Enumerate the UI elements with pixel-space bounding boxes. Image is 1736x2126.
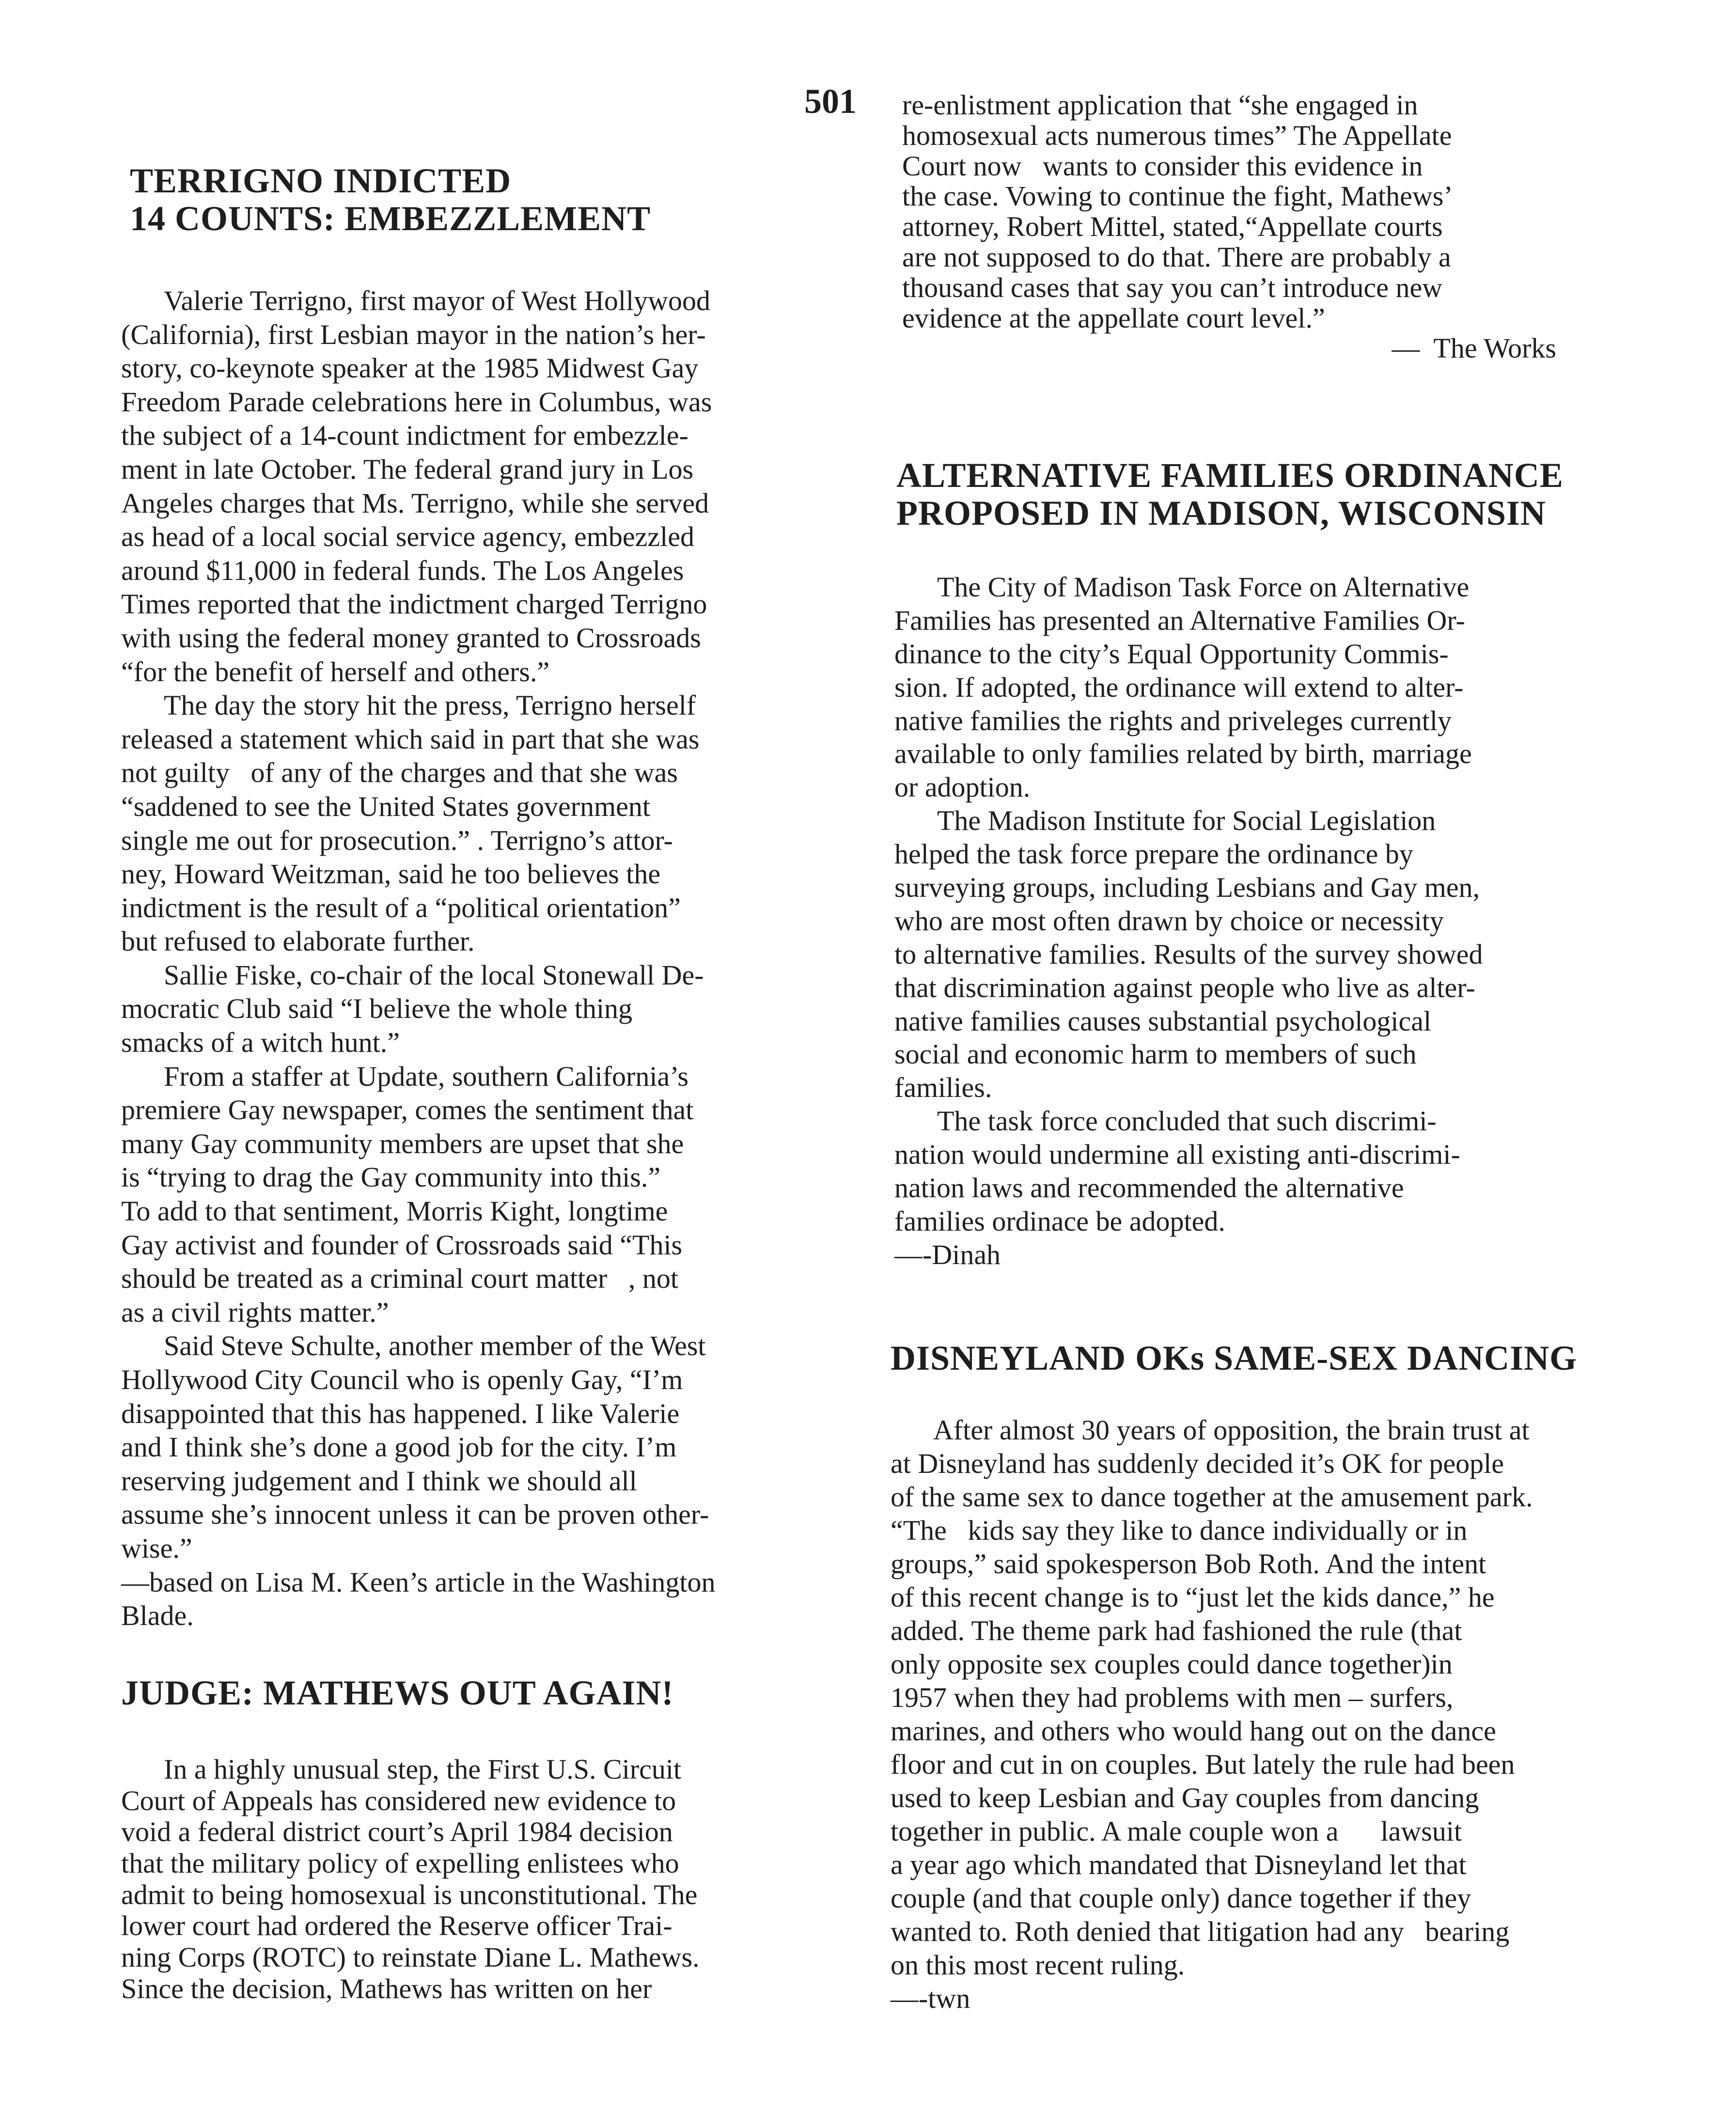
text-line: homosexual acts numerous times” The Appellate xyxy=(902,119,1452,151)
text-line: surveying groups, including Lesbians and Gay men, xyxy=(894,872,1480,904)
text-line: re-enlistment application that “she engaged in xyxy=(902,89,1418,121)
text-line: (California), first Lesbian mayor in the nation’s her- xyxy=(121,318,706,350)
text-line: nation laws and recommended the alternative xyxy=(894,1172,1404,1204)
text-line: Court now wants to consider this evidence in xyxy=(902,150,1423,182)
text-line: ment in late October. The federal grand jury in Los xyxy=(121,453,694,485)
headline-line: JUDGE: MATHEWS OUT AGAIN! xyxy=(121,1673,674,1712)
headline-alternative-families xyxy=(896,456,1564,532)
text-line: evidence at the appellate court level.” xyxy=(902,302,1325,334)
text-line: to alternative families. Results of the survey showed xyxy=(894,938,1483,970)
text-line: assume she’s innocent unless it can be proven other- xyxy=(121,1499,709,1531)
text-line: but refused to elaborate further. xyxy=(121,925,475,957)
text-line: that the military policy of expelling enlistees who xyxy=(121,1847,679,1879)
text-line: wise.” xyxy=(121,1532,192,1564)
text-line: reserving judgement and I think we should all xyxy=(121,1465,637,1497)
paragraph xyxy=(121,958,716,1060)
text-line: should be treated as a criminal court matter , not xyxy=(121,1263,678,1295)
text-line: In a highly unusual step, the First U.S. Circuit xyxy=(164,1753,682,1785)
headline-line: TERRIGNO INDICTED xyxy=(130,161,512,200)
text-line: To add to that sentiment, Morris Kight, longtime xyxy=(121,1195,668,1227)
text-line: indictment is the result of a “political orientation” xyxy=(121,891,681,923)
text-line: at Disneyland has suddenly decided it’s OK for people xyxy=(891,1448,1504,1479)
article-terrigno-body xyxy=(121,284,716,1633)
text-line: the subject of a 14-count indictment for embezzle- xyxy=(121,420,688,452)
text-line: social and economic harm to members of such xyxy=(894,1038,1417,1070)
text-line: ney, Howard Weitzman, said he too believes the xyxy=(121,858,661,890)
text-line: Freedom Parade celebrations here in Columbus, was xyxy=(121,386,712,418)
text-line: From a staffer at Update, southern California’s xyxy=(164,1060,688,1092)
headline-disneyland xyxy=(891,1339,1577,1377)
text-line: a year ago which mandated that Disneyland let that xyxy=(891,1849,1467,1880)
text-line: with using the federal money granted to Crossroads xyxy=(121,622,701,654)
text-line: dinance to the city’s Equal Opportunity Commis- xyxy=(894,638,1449,670)
text-line: —-Dinah xyxy=(894,1238,1001,1270)
text-line: floor and cut in on couples. But lately the rule had been xyxy=(891,1749,1515,1780)
text-line: couple (and that couple only) dance together if they xyxy=(891,1882,1471,1914)
text-line: marines, and others who would hang out on the dance xyxy=(891,1715,1496,1747)
article-mathews-body xyxy=(121,1754,700,2005)
headline-line: ALTERNATIVE FAMILIES ORDINANCE xyxy=(896,456,1564,495)
headline-terrigno xyxy=(130,162,651,237)
text-line: After almost 30 years of opposition, the brain trust at xyxy=(933,1414,1530,1446)
text-line: lower court had ordered the Reserve officer Trai- xyxy=(121,1910,673,1942)
text-line: are not supposed to do that. There are probably a xyxy=(902,241,1451,273)
text-line: that discrimination against people who live as alter- xyxy=(894,971,1475,1003)
paragraph xyxy=(121,1060,716,1329)
text-line: 1957 when they had problems with men – surfers, xyxy=(891,1682,1454,1713)
text-line: added. The theme park had fashioned the rule (that xyxy=(891,1615,1462,1646)
paragraph xyxy=(894,804,1483,1105)
text-line: on this most recent ruling. xyxy=(891,1949,1185,1981)
text-line: as head of a local social service agency, embezzled xyxy=(121,521,694,553)
text-line: Hollywood City Council who is openly Gay, “I’m xyxy=(121,1364,683,1395)
text-line: many Gay community members are upset that she xyxy=(121,1127,684,1159)
text-line: mocratic Club said “I believe the whole thing xyxy=(121,993,632,1025)
headline-mathews xyxy=(121,1674,673,1712)
paragraph xyxy=(121,688,716,958)
text-line: admit to being homosexual is unconstitutional. The xyxy=(121,1878,698,1910)
text-line: only opposite sex couples could dance together)in xyxy=(891,1648,1453,1680)
paragraph xyxy=(894,571,1483,804)
text-line: nation would undermine all existing anti-discrimi- xyxy=(894,1139,1460,1171)
paragraph xyxy=(121,1565,716,1633)
text-line: Valerie Terrigno, first mayor of West Hollywood xyxy=(164,285,710,316)
text-line: disappointed that this has happened. I like Valerie xyxy=(121,1397,680,1429)
text-line: Families has presented an Alternative Families Or- xyxy=(894,604,1465,636)
text-line: helped the task force prepare the ordinance by xyxy=(894,838,1413,870)
text-line: native families the rights and priveleges currently xyxy=(894,704,1452,736)
page-number: 501 xyxy=(804,82,857,121)
text-line: Said Steve Schulte, another member of the West xyxy=(164,1330,706,1362)
text-line: “for the benefit of herself and others.” xyxy=(121,656,550,688)
text-line: Gay activist and founder of Crossroads said “This xyxy=(121,1229,683,1261)
text-line: or adoption. xyxy=(894,771,1031,803)
text-line: as a civil rights matter.” xyxy=(121,1296,389,1328)
text-line: The City of Madison Task Force on Alternative xyxy=(937,571,1470,603)
headline-line: 14 COUNTS: EMBEZZLEMENT xyxy=(130,199,651,238)
headline-line: DISNEYLAND OKs SAME-SEX DANCING xyxy=(891,1339,1578,1377)
text-line: around $11,000 in federal funds. The Los Angeles xyxy=(121,554,684,586)
text-line: of this recent change is to “just let the kids dance,” he xyxy=(891,1581,1495,1613)
paragraph xyxy=(891,1982,1533,2015)
text-line: used to keep Lesbian and Gay couples from dancing xyxy=(891,1782,1479,1813)
headline-line: PROPOSED IN MADISON, WISCONSIN xyxy=(896,494,1546,532)
text-line: groups,” said spokesperson Bob Roth. And the intent xyxy=(891,1548,1486,1579)
text-line: thousand cases that say you can’t introduce new xyxy=(902,271,1443,303)
paragraph xyxy=(894,1105,1483,1238)
text-line: of the same sex to dance together at the amusement park. xyxy=(891,1481,1533,1513)
paragraph xyxy=(121,284,716,688)
text-line: available to only families related by birth, marriage xyxy=(894,738,1472,770)
text-line: Sallie Fiske, co-chair of the local Stonewall De- xyxy=(164,959,704,991)
text-line: attorney, Robert Mittel, stated,“Appellate courts xyxy=(902,211,1443,243)
text-line: not guilty of any of the charges and that she was xyxy=(121,757,678,789)
article-alternative-families-body xyxy=(894,571,1483,1272)
text-line: void a federal district court’s April 1984 decision xyxy=(121,1816,673,1848)
text-line: Since the decision, Mathews has written on her xyxy=(121,1972,652,2004)
paragraph xyxy=(121,1329,716,1565)
text-line: the case. Vowing to continue the fight, Mathews’ xyxy=(902,180,1453,212)
text-line: “The kids say they like to dance individually or in xyxy=(891,1515,1468,1546)
text-line: families. xyxy=(894,1072,992,1104)
text-line: ning Corps (ROTC) to reinstate Diane L. Mathews. xyxy=(121,1941,700,1973)
text-line: —based on Lisa M. Keen’s article in the Washington xyxy=(121,1566,716,1598)
text-line: released a statement which said in part that she was xyxy=(121,723,700,755)
paragraph xyxy=(902,90,1556,333)
text-line: families ordinace be adopted. xyxy=(894,1205,1225,1237)
text-line: Angeles charges that Ms. Terrigno, while she served xyxy=(121,487,709,519)
text-line: —-twn xyxy=(891,1983,970,2014)
text-line: wanted to. Roth denied that litigation had any bearing xyxy=(891,1916,1510,1947)
text-line: Blade. xyxy=(121,1600,194,1632)
text-line: Court of Appeals has considered new evidence to xyxy=(121,1784,676,1816)
text-line: sion. If adopted, the ordinance will extend to alter- xyxy=(894,671,1464,703)
text-line: “saddened to see the United States government xyxy=(121,790,651,822)
paragraph xyxy=(121,1754,700,2005)
text-line: native families causes substantial psychological xyxy=(894,1005,1432,1037)
attribution-the-works: — The Works xyxy=(1392,332,1556,364)
text-line: Times reported that the indictment charged Terrigno xyxy=(121,588,707,620)
text-line: together in public. A male couple won a lawsuit xyxy=(891,1815,1462,1847)
text-line: premiere Gay newspaper, comes the sentiment that xyxy=(121,1094,694,1126)
article-disneyland-body xyxy=(891,1413,1533,2015)
article-mathews-continued xyxy=(902,90,1556,364)
text-line: and I think she’s done a good job for the city. I’m xyxy=(121,1431,677,1463)
text-line: who are most often drawn by choice or necessity xyxy=(894,905,1444,937)
text-line: The day the story hit the press, Terrigno herself xyxy=(164,689,696,721)
text-line: is “trying to drag the Gay community into this.” xyxy=(121,1161,661,1193)
paragraph xyxy=(891,1413,1533,1982)
text-line: smacks of a witch hunt.” xyxy=(121,1027,400,1059)
text-line: The Madison Institute for Social Legislation xyxy=(937,805,1436,837)
text-line: story, co-keynote speaker at the 1985 Midwest Gay xyxy=(121,352,699,384)
text-line: single me out for prosecution.” . Terrigno’s attor- xyxy=(121,824,673,856)
paragraph xyxy=(894,1238,1483,1272)
text-line: The task force concluded that such discrimi- xyxy=(937,1105,1437,1137)
